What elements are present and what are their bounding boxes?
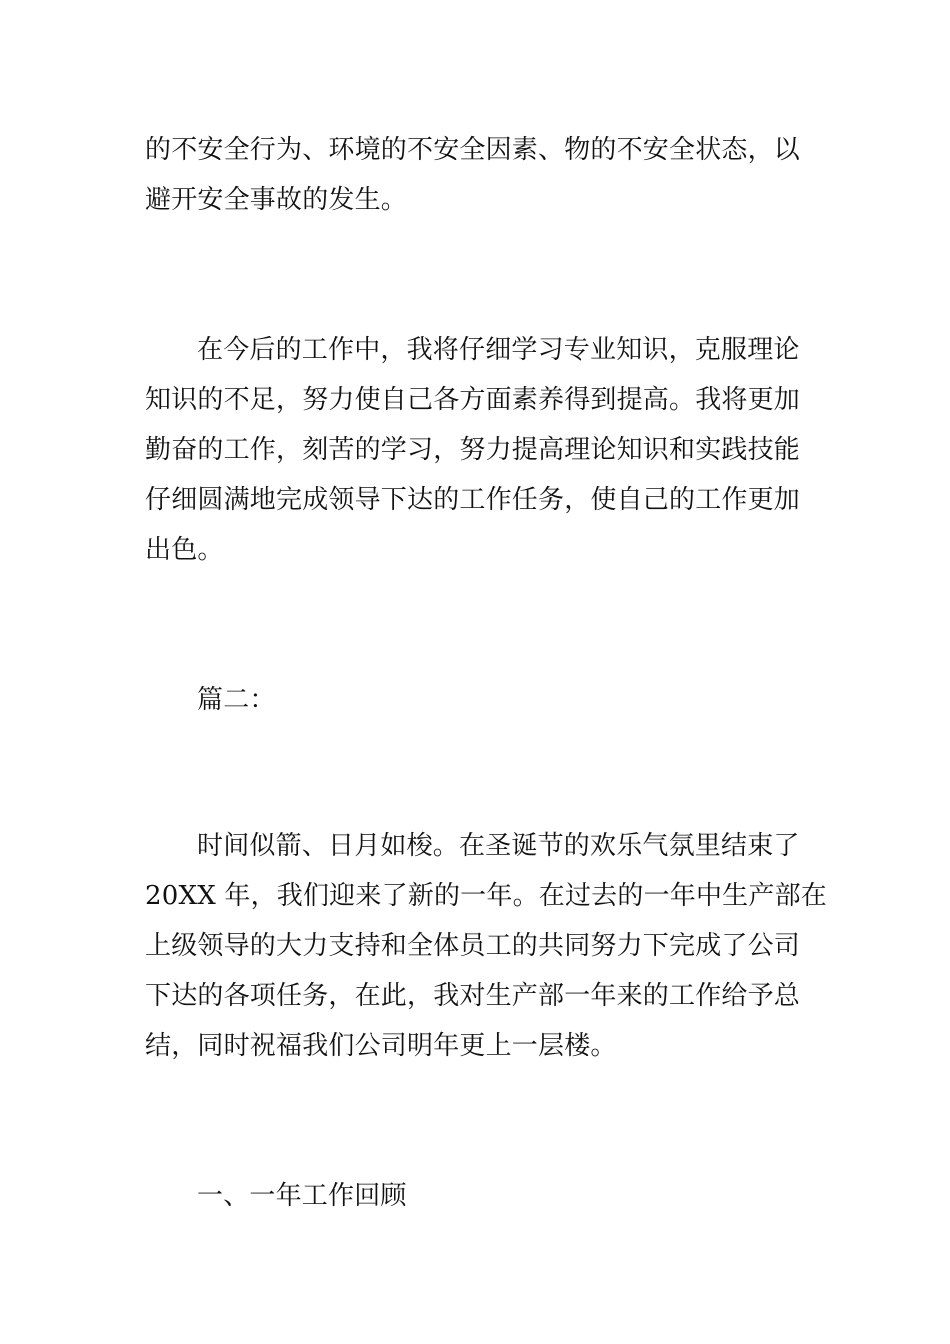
section-heading: 篇二： <box>197 685 276 715</box>
paragraph-2-line-4: 仔细圆满地完成领导下达的工作任务，使自己的工作更加 <box>145 485 801 515</box>
paragraph-2-line-2: 知识的不足，努力使自己各方面素养得到提高。我将更加 <box>145 385 801 415</box>
paragraph-3-line-2: 20XX 年，我们迎来了新的一年。在过去的一年中生产部在 <box>145 881 827 911</box>
paragraph-1-line-2: 避开安全事故的发生。 <box>145 185 408 215</box>
paragraph-3-line-5: 结，同时祝福我们公司明年更上一层楼。 <box>145 1031 617 1061</box>
subheading-year-review: 一、一年工作回顾 <box>197 1181 407 1211</box>
paragraph-2-line-3: 勤奋的工作，刻苦的学习，努力提高理论知识和实践技能 <box>145 435 801 465</box>
paragraph-1-line-1: 的不安全行为、环境的不安全因素、物的不安全状态，以 <box>145 135 801 165</box>
paragraph-3-line-4: 下达的各项任务，在此，我对生产部一年来的工作给予总 <box>145 981 801 1011</box>
paragraph-2-line-5: 出色。 <box>145 535 224 565</box>
paragraph-3-line-3: 上级领导的大力支持和全体员工的共同努力下完成了公司 <box>145 931 801 961</box>
paragraph-2-line-1: 在今后的工作中，我将仔细学习专业知识，克服理论 <box>197 335 800 365</box>
paragraph-3-line-1: 时间似箭、日月如梭。在圣诞节的欢乐气氛里结束了 <box>197 831 800 861</box>
